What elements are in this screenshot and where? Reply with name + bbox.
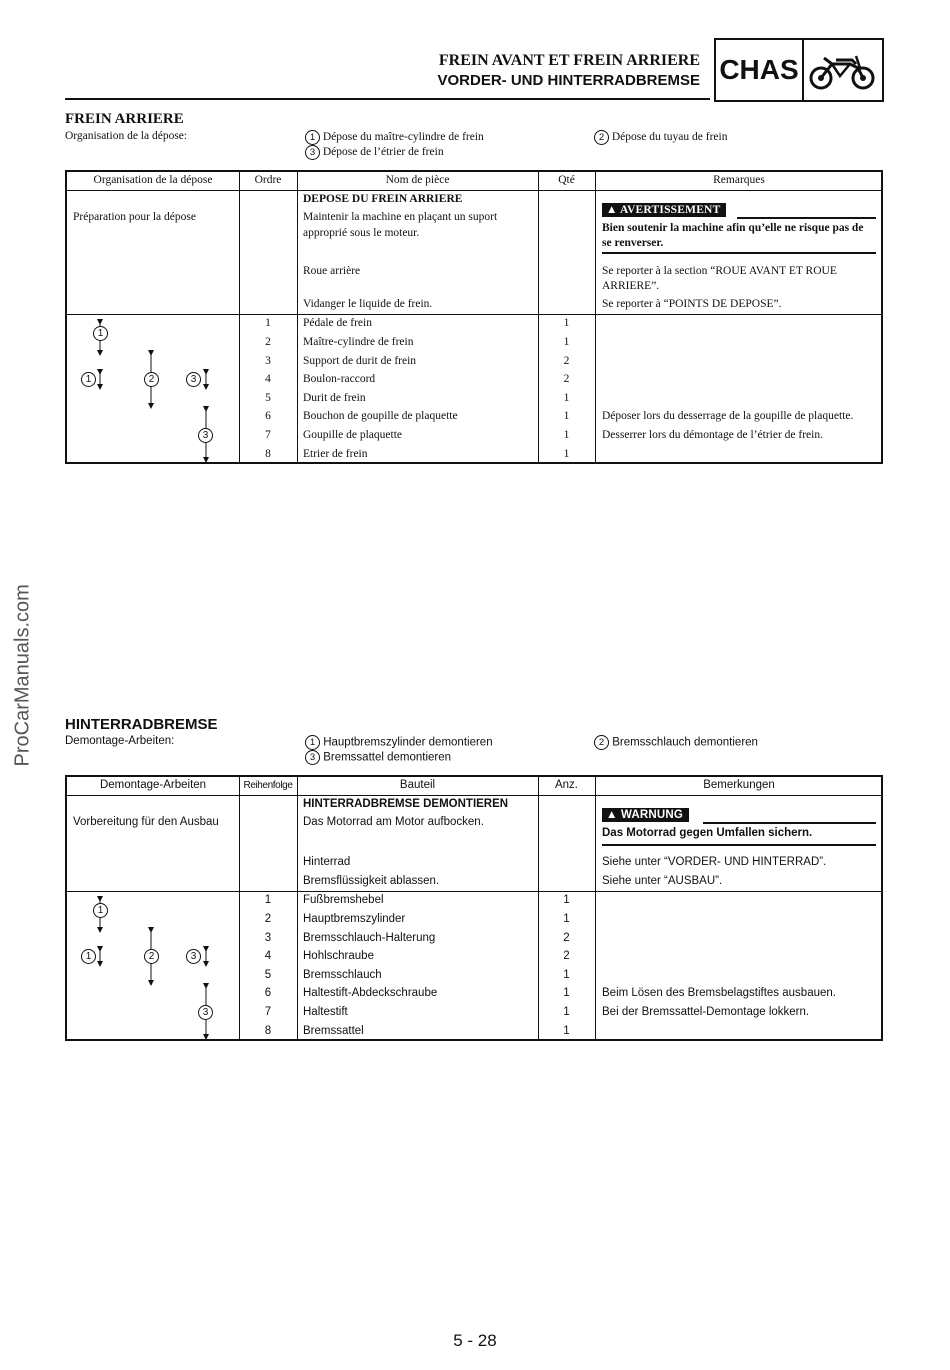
row-order: 7: [264, 1006, 272, 1018]
circled-number: 2: [594, 735, 609, 750]
prep-step: Hinterrad: [303, 856, 351, 868]
watermark: ProCarManuals.com: [11, 584, 34, 767]
row-qty: 1: [563, 392, 570, 404]
org-item-text: Dépose du maître-cylindre de frein: [322, 131, 484, 144]
diagram-label: 1: [93, 903, 108, 918]
row-order: 4: [265, 373, 271, 385]
table-header: Anz.: [554, 779, 578, 791]
diagram-label: 1: [81, 949, 96, 964]
prep-remark: Siehe unter “VORDER- UND HINTERRAD”.: [602, 856, 827, 868]
row-order: 8: [264, 1025, 272, 1037]
row-qty: 1: [563, 894, 570, 906]
prep-step: Das Motorrad am Motor aufbocken.: [303, 816, 484, 828]
row-name: Pédale de frein: [303, 317, 372, 329]
row-name: Goupille de plaquette: [303, 429, 402, 441]
row-order: 2: [264, 913, 272, 925]
warning-label: WARNUNG: [620, 809, 684, 821]
row-name: Boulon-raccord: [303, 373, 376, 385]
row-name: Hauptbremszylinder: [303, 913, 406, 925]
row-name: Haltestift: [303, 1006, 348, 1018]
table-header: Bauteil: [399, 779, 436, 791]
row-name: Fußbremshebel: [303, 894, 384, 906]
row-order: 1: [264, 894, 272, 906]
diagram-label: 2: [144, 949, 159, 964]
table-header: Ordre: [254, 174, 282, 186]
prep-step: Maintenir la machine en plaçant un suport: [303, 211, 498, 223]
row-remark: Bei der Bremssattel-Demontage lokkern.: [602, 1006, 810, 1018]
org-label-fr: Organisation de la dépose:: [65, 130, 188, 142]
row-name: Support de durit de frein: [303, 355, 417, 367]
diagram-label: 1: [93, 326, 108, 341]
prep-step: approprié sous le moteur.: [303, 227, 420, 239]
prep-remark: ARRIERE”.: [602, 280, 660, 292]
row-order: 4: [264, 950, 272, 962]
header-rule: [65, 98, 710, 100]
row-qty: 1: [563, 448, 570, 460]
prep-remark: Se reporter à “POINTS DE DEPOSE”.: [602, 298, 782, 310]
prep-step: Roue arrière: [303, 265, 361, 277]
sequence-diagram-fr: [67, 315, 239, 464]
warning-rule: [602, 252, 876, 254]
circled-number: 2: [594, 130, 609, 145]
row-order: 1: [265, 317, 271, 329]
removal-table-de: [65, 775, 883, 1041]
row-name: Maître-cylindre de frein: [303, 336, 414, 348]
circled-number: 1: [305, 735, 320, 750]
warning-text-line: se renverser.: [602, 237, 664, 249]
row-name: Haltestift-Abdeckschraube: [303, 987, 438, 999]
section-badge: [714, 38, 884, 102]
row-qty: 2: [563, 932, 570, 944]
row-order: 3: [265, 355, 271, 367]
org-item-de-3: [305, 750, 451, 765]
prep-step: Bremsflüssigkeit ablassen.: [303, 875, 440, 887]
row-name: Bremsschlauch-Halterung: [303, 932, 436, 944]
row-order: 2: [265, 336, 271, 348]
circled-number: 3: [305, 145, 320, 160]
prep-remark: Se reporter à la section “ROUE AVANT ET ROUE: [602, 265, 837, 277]
diagram-label: 1: [81, 372, 96, 387]
warning-text-line: Das Motorrad gegen Umfallen sichern.: [602, 827, 813, 839]
row-name: Bouchon de goupille de plaquette: [303, 410, 458, 422]
warning-rule: [602, 844, 876, 846]
sequence-diagram-de: [67, 892, 239, 1041]
prep-heading: HINTERRADBREMSE DEMONTIEREN: [303, 798, 509, 810]
warning-badge: ▲ AVERTISSEMENT: [602, 203, 726, 217]
prep-step: Vidanger le liquide de frein.: [303, 298, 433, 310]
row-qty: 1: [563, 987, 570, 999]
row-qty: 1: [563, 1006, 570, 1018]
table-header: Remarques: [713, 174, 765, 186]
prep-heading: DEPOSE DU FREIN ARRIERE: [303, 193, 463, 205]
warning-text: [602, 826, 812, 841]
org-item-text: Bremssattel demontieren: [323, 751, 452, 764]
circled-number: 1: [305, 130, 320, 145]
row-qty: 1: [563, 317, 570, 329]
row-name: Etrier de frein: [303, 448, 368, 460]
row-name: Bremsschlauch: [303, 969, 382, 981]
diagram-label: 3: [198, 428, 213, 443]
table-header: Bemerkungen: [703, 779, 775, 791]
diagram-label: 3: [186, 372, 201, 387]
warning-badge: ▲ WARNUNG: [602, 808, 689, 822]
row-order: 6: [264, 987, 272, 999]
row-name: Bremssattel: [303, 1025, 364, 1037]
removal-table-fr: [65, 170, 883, 464]
org-item-text: Hauptbremszylinder demontieren: [323, 736, 493, 749]
diagram-label: 3: [198, 1005, 213, 1020]
row-qty: 1: [563, 429, 570, 441]
header-title-de: VORDER- UND HINTERRADBREMSE: [437, 72, 700, 89]
section-title-fr: FREIN ARRIERE: [65, 111, 184, 127]
motorcycle-icon: [808, 46, 876, 94]
prep-label: Préparation pour la dépose: [73, 211, 196, 223]
warning-rule: [737, 217, 876, 219]
row-qty: 1: [563, 969, 570, 981]
row-qty: 1: [563, 913, 570, 925]
row-order: 8: [265, 448, 271, 460]
table-header: Reihenfolge: [243, 780, 293, 791]
row-remark: Déposer lors du desserrage de la goupille de plaquette.: [602, 410, 854, 422]
org-label-de: Demontage-Arbeiten:: [65, 735, 175, 747]
org-item-fr-1: [305, 130, 484, 145]
org-item-fr-2: [594, 130, 727, 145]
row-order: 6: [265, 410, 271, 422]
prep-remark: Siehe unter “AUSBAU”.: [602, 875, 723, 887]
warning-label: AVERTISSEMENT: [620, 204, 721, 216]
section-code: CHAS: [716, 40, 804, 100]
org-item-text: Dépose de l’étrier de frein: [322, 146, 444, 159]
table-header: Organisation de la dépose: [93, 174, 213, 186]
row-order: 3: [264, 932, 272, 944]
row-qty: 2: [563, 373, 570, 385]
section-title-de: HINTERRADBREMSE: [65, 716, 218, 733]
diagram-label: 3: [186, 949, 201, 964]
row-name: Durit de frein: [303, 392, 366, 404]
diagram-label: 2: [144, 372, 159, 387]
page-number: 5 - 28: [453, 1331, 497, 1350]
row-qty: 2: [563, 950, 570, 962]
warning-text: [602, 221, 863, 251]
row-qty: 1: [563, 1025, 570, 1037]
org-item-de-1: [305, 735, 493, 750]
row-remark: Desserrer lors du démontage de l’étrier de frein.: [602, 429, 823, 441]
row-order: 7: [265, 429, 271, 441]
row-name: Hohlschraube: [303, 950, 374, 962]
org-item-de-2: [594, 735, 758, 750]
table-header: Nom de pièce: [385, 174, 450, 186]
org-item-text: Bremsschlauch demontieren: [612, 736, 758, 749]
header-title-fr: FREIN AVANT ET FREIN ARRIERE: [438, 52, 700, 69]
org-item-text: Dépose du tuyau de frein: [611, 131, 728, 144]
org-item-fr-3: [305, 145, 444, 160]
row-qty: 1: [563, 336, 570, 348]
row-order: 5: [264, 969, 272, 981]
warning-text-line: Bien soutenir la machine afin qu’elle ne risque pas de: [602, 222, 864, 234]
row-qty: 2: [563, 355, 570, 367]
row-order: 5: [265, 392, 271, 404]
row-qty: 1: [563, 410, 570, 422]
warning-rule: [703, 822, 876, 824]
table-header: Qté: [558, 174, 575, 186]
row-remark: Beim Lösen des Bremsbelagstiftes ausbauen.: [602, 987, 836, 999]
prep-label: Vorbereitung für den Ausbau: [73, 816, 219, 828]
circled-number: 3: [305, 750, 320, 765]
table-header: Demontage-Arbeiten: [99, 779, 207, 791]
